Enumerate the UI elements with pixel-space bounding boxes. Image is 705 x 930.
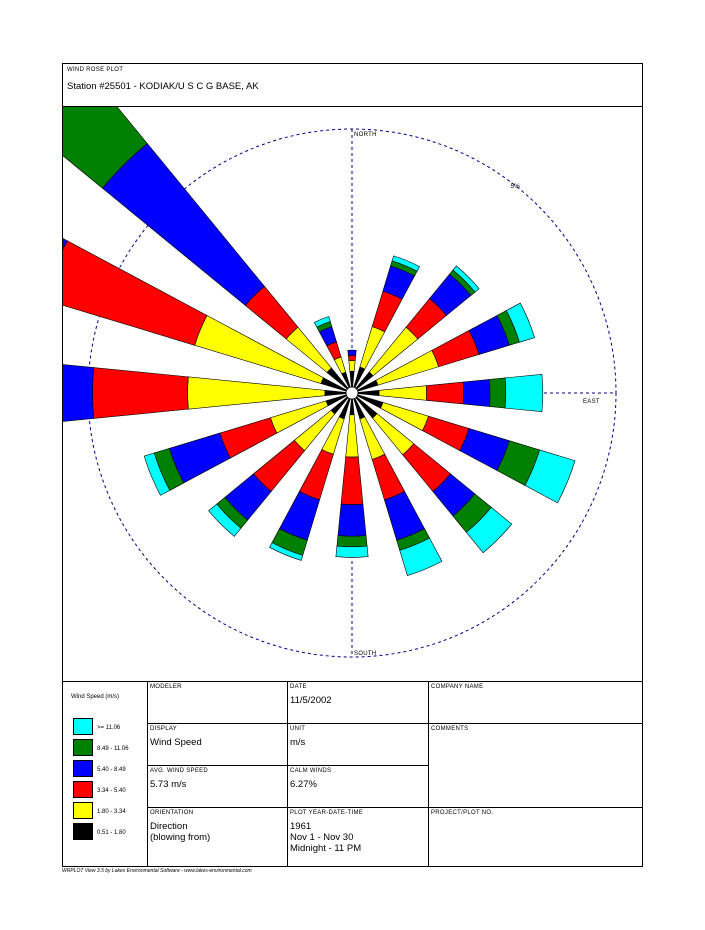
plot-type-label: WIND ROSE PLOT bbox=[67, 67, 124, 73]
avg-speed-value: 5.73 m/s bbox=[150, 779, 187, 790]
calm-winds-label: CALM WINDS bbox=[290, 768, 332, 774]
avg-speed-label: AVG. WIND SPEED bbox=[150, 768, 209, 774]
petal-s-class-2 bbox=[341, 457, 363, 505]
petal-s-class-4 bbox=[337, 536, 367, 547]
comments-label: COMMENTS bbox=[431, 726, 469, 732]
petal-n-class-1 bbox=[349, 361, 355, 372]
compass-label-east: EAST bbox=[583, 399, 600, 405]
legend-swatch bbox=[73, 718, 93, 735]
report-frame bbox=[62, 63, 643, 867]
date-value: 11/5/2002 bbox=[290, 695, 332, 706]
legend-title: Wind Speed (m/s) bbox=[71, 694, 120, 700]
unit-label: UNIT bbox=[290, 726, 306, 732]
unit-value: m/s bbox=[290, 737, 306, 748]
petal-e-class-4 bbox=[489, 378, 506, 408]
unit-cell bbox=[287, 723, 428, 765]
plot-year-cell bbox=[287, 807, 428, 867]
compass-label-south: SOUTH bbox=[354, 651, 377, 657]
display-value: Wind Speed bbox=[150, 737, 202, 748]
date-label: DATE bbox=[290, 684, 307, 690]
date-cell bbox=[287, 681, 428, 723]
calm-winds-value: 6.27% bbox=[290, 779, 317, 790]
station-title: Station #25501 - KODIAK/U S C G BASE, AK bbox=[67, 81, 259, 92]
orientation-line-2: (blowing from) bbox=[150, 832, 211, 843]
legend-label: 0.51 - 1.80 bbox=[97, 830, 126, 836]
company-label: COMPANY NAME bbox=[431, 684, 484, 690]
wind-rose-chart bbox=[63, 107, 642, 681]
modeler-label: MODELER bbox=[150, 684, 182, 690]
legend-swatch bbox=[73, 802, 93, 819]
petal-wsw-class-2 bbox=[220, 418, 277, 458]
petal-s-class-0 bbox=[350, 399, 354, 415]
plot-year-value bbox=[290, 821, 361, 854]
legend-swatch bbox=[73, 781, 93, 798]
petal-s-class-5 bbox=[336, 546, 368, 557]
modeler-cell bbox=[147, 681, 287, 723]
legend-label: 8.49 - 11.06 bbox=[97, 746, 129, 752]
plot-year-label: PLOT YEAR-DATE-TIME bbox=[290, 810, 364, 816]
petal-n-class-3 bbox=[348, 350, 356, 355]
petal-e-class-0 bbox=[358, 390, 379, 395]
legend-label: 1.80 - 3.34 bbox=[97, 809, 126, 815]
ring-label: 5% bbox=[510, 182, 520, 190]
legend-swatch bbox=[73, 823, 93, 840]
petal-s-class-1 bbox=[346, 415, 359, 457]
legend-swatch bbox=[73, 739, 93, 756]
plot-year-line-3: Midnight - 11 PM bbox=[290, 843, 362, 854]
avg-speed-cell bbox=[147, 765, 287, 807]
calm-winds-cell bbox=[287, 765, 428, 807]
calm-center-circle bbox=[346, 387, 358, 399]
legend-label: 3.34 - 5.40 bbox=[97, 788, 126, 794]
legend bbox=[63, 681, 147, 867]
company-cell bbox=[428, 681, 642, 723]
orientation-cell bbox=[147, 807, 287, 867]
report-header bbox=[63, 64, 642, 107]
petal-w-class-0 bbox=[325, 390, 346, 395]
comments-cell bbox=[428, 723, 642, 807]
petal-nnw-class-1 bbox=[334, 357, 345, 374]
wind-rose-plot-area bbox=[63, 107, 642, 681]
petal-ese-class-2 bbox=[422, 416, 468, 450]
petal-w-class-2 bbox=[93, 368, 189, 419]
petal-e-class-5 bbox=[505, 374, 543, 411]
orientation-label: ORIENTATION bbox=[150, 810, 194, 816]
petal-e-class-3 bbox=[463, 379, 490, 406]
petal-e-class-2 bbox=[426, 382, 463, 404]
legend-swatch bbox=[73, 760, 93, 777]
petal-n-class-0 bbox=[350, 371, 354, 387]
petal-w-class-3 bbox=[63, 361, 94, 424]
petal-n-class-2 bbox=[348, 355, 355, 360]
project-label: PROJECT/PLOT NO. bbox=[431, 810, 494, 816]
plot-year-line-2: Nov 1 - Nov 30 bbox=[290, 832, 354, 843]
software-footer: WRPLOT View 3.5 by Lakes Environmental Software - www.lakes-environmental.com bbox=[62, 868, 252, 874]
petal-w-class-1 bbox=[188, 377, 325, 409]
display-cell bbox=[147, 723, 287, 765]
legend-label: 5.40 - 8.49 bbox=[97, 767, 126, 773]
petal-e-class-1 bbox=[379, 386, 427, 401]
plot-year-line-1: 1961 bbox=[290, 821, 312, 832]
petal-s-class-3 bbox=[338, 504, 366, 536]
orientation-value bbox=[150, 821, 210, 843]
orientation-line-1: Direction bbox=[150, 821, 188, 832]
project-cell bbox=[428, 807, 642, 867]
legend-label: >= 11.06 bbox=[97, 725, 121, 731]
petal-nne-class-2 bbox=[372, 291, 402, 332]
compass-label-north: NORTH bbox=[354, 132, 377, 138]
petal-ssw-class-2 bbox=[299, 450, 333, 500]
display-label: DISPLAY bbox=[150, 726, 177, 732]
petal-sse-class-2 bbox=[372, 454, 404, 500]
